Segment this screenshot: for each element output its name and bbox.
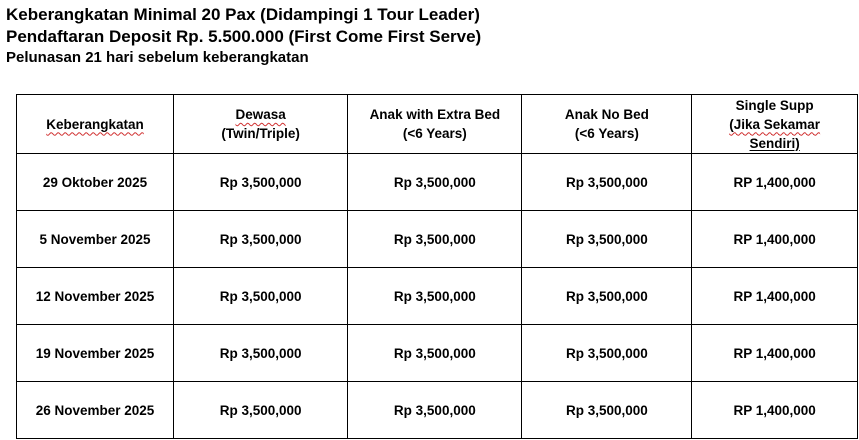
header-child-extra-bed-sub: (<6 Years) (402, 126, 467, 141)
heading-payment-deadline: Pelunasan 21 hari sebelum keberangkatan (6, 49, 309, 66)
departure-date-cell: 5 November 2025 (17, 211, 174, 268)
child-no-bed-price-cell: Rp 3,500,000 (522, 211, 692, 268)
table-row (17, 211, 858, 268)
adult-price-cell: Rp 3,500,000 (174, 325, 348, 382)
adult-price-cell: Rp 3,500,000 (174, 211, 348, 268)
header-single-supp (692, 95, 858, 154)
child-extra-bed-price-cell: Rp 3,500,000 (348, 154, 522, 211)
adult-price-cell: Rp 3,500,000 (174, 268, 348, 325)
header-child-extra-bed-label: Anak with Extra Bed (369, 107, 501, 122)
header-child-extra-bed (348, 95, 522, 154)
table-row (17, 382, 858, 439)
single-supp-price-cell: RP 1,400,000 (692, 268, 858, 325)
departure-date-cell: 26 November 2025 (17, 382, 174, 439)
adult-price-cell: Rp 3,500,000 (174, 382, 348, 439)
departure-date-cell: 29 Oktober 2025 (17, 154, 174, 211)
heading-min-pax: Keberangkatan Minimal 20 Pax (Didampingi 1 Tour Leader) (6, 5, 480, 24)
child-no-bed-price-cell: Rp 3,500,000 (522, 382, 692, 439)
adult-price-cell: Rp 3,500,000 (174, 154, 348, 211)
departure-date-cell: 19 November 2025 (17, 325, 174, 382)
child-no-bed-price-cell: Rp 3,500,000 (522, 325, 692, 382)
header-adult (174, 95, 348, 154)
child-extra-bed-price-cell: Rp 3,500,000 (348, 211, 522, 268)
header-single-supp-sub2: Sendiri) (749, 135, 800, 151)
child-no-bed-price-cell: Rp 3,500,000 (522, 154, 692, 211)
heading-deposit: Pendaftaran Deposit Rp. 5.500.000 (First Come First Serve) (6, 27, 482, 46)
child-no-bed-price-cell: Rp 3,500,000 (522, 268, 692, 325)
header-adult-label: Dewasa (235, 107, 286, 122)
child-extra-bed-price-cell: Rp 3,500,000 (348, 382, 522, 439)
header-child-no-bed (522, 95, 692, 154)
header-single-supp-label: Single Supp (735, 97, 814, 113)
header-child-no-bed-sub: (<6 Years) (574, 126, 639, 141)
header-departure-label: Keberangkatan (46, 116, 144, 132)
single-supp-price-cell: RP 1,400,000 (692, 154, 858, 211)
departure-price-table (16, 94, 858, 439)
table-row (17, 154, 858, 211)
table-row (17, 325, 858, 382)
document-heading (6, 4, 846, 68)
single-supp-price-cell: RP 1,400,000 (692, 382, 858, 439)
single-supp-price-cell: RP 1,400,000 (692, 325, 858, 382)
table-header-row (17, 95, 858, 154)
header-single-supp-sub: (Jika Sekamar (729, 116, 821, 132)
child-extra-bed-price-cell: Rp 3,500,000 (348, 325, 522, 382)
departure-date-cell: 12 November 2025 (17, 268, 174, 325)
header-child-no-bed-label: Anak No Bed (564, 107, 649, 122)
child-extra-bed-price-cell: Rp 3,500,000 (348, 268, 522, 325)
header-departure (17, 95, 174, 154)
single-supp-price-cell: RP 1,400,000 (692, 211, 858, 268)
table-row (17, 268, 858, 325)
header-adult-sub: (Twin/Triple) (221, 126, 300, 141)
